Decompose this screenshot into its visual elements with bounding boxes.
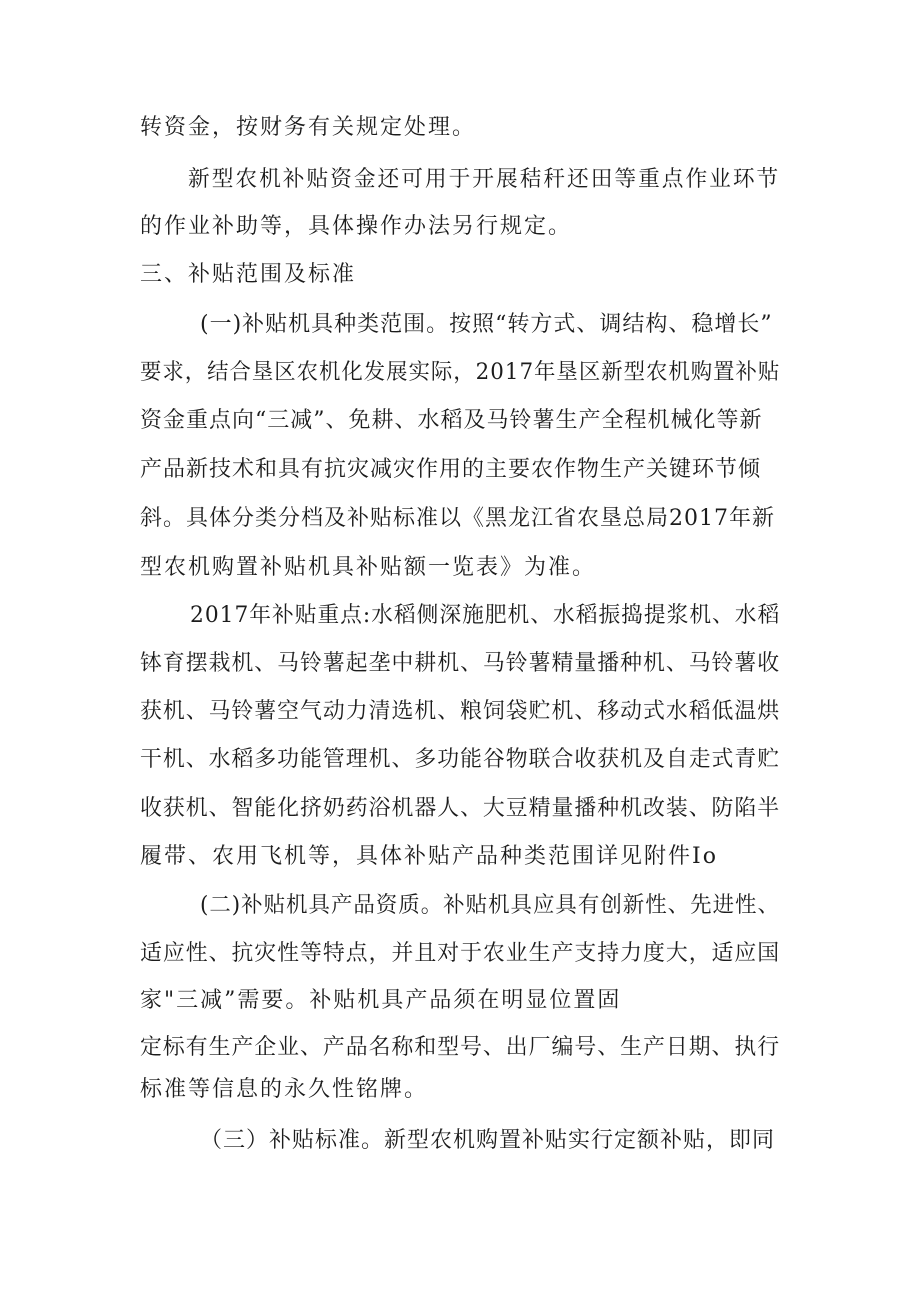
text-line: 家"三减”需要。补贴机具产品须在明显位置固 bbox=[140, 988, 622, 1013]
text-line: 资金重点向“三减”、免耕、水稻及马铃薯生产全程机械化等新 bbox=[140, 408, 763, 433]
paragraph-start-line: 2017年补贴重点:水稻侧深施肥机、水稻振捣提浆机、水稻 bbox=[190, 603, 781, 628]
text-line: 标准等信息的永久性铭牌。 bbox=[140, 1077, 429, 1102]
text-line: 获机、马铃薯空气动力清选机、粮饲袋贮机、移动式水稻低温烘 bbox=[140, 699, 781, 724]
paragraph-start-line: （三）补贴标准。新型农机购置补贴实行定额补贴，即同 bbox=[200, 1128, 776, 1153]
text-line: 产品新技术和具有抗灾减灾作用的主要农作物生产关键环节倾 bbox=[140, 457, 762, 482]
text-line: 钵育摆栽机、马铃薯起垄中耕机、马铃薯精量播种机、马铃薯收 bbox=[140, 651, 781, 676]
text-line: 适应性、抗灾性等特点，并且对于农业生产支持力度大，适应国 bbox=[140, 941, 781, 966]
text-line: 收获机、智能化挤奶药浴机器人、大豆精量播种机改装、防陷半 bbox=[140, 796, 781, 821]
section-heading: 三、补贴范围及标准 bbox=[140, 262, 357, 287]
text-line: 的作业补助等，具体操作办法另行规定。 bbox=[140, 214, 573, 239]
paragraph-start-line: (一)补贴机具种类范围。按照“转方式、调结构、稳增长” bbox=[200, 312, 773, 337]
paragraph-start-line: (二)补贴机具产品资质。补贴机具应具有创新性、先进性、 bbox=[200, 893, 780, 918]
text-line: 履带、农用飞机等，具体补贴产品种类范围详见附件Io bbox=[140, 844, 718, 869]
paragraph-start-line: 新型农机补贴资金还可用于开展秸秆还田等重点作业环节 bbox=[188, 167, 781, 192]
text-line: 定标有生产企业、产品名称和型号、出厂编号、生产日期、执行 bbox=[140, 1035, 781, 1060]
text-line: 干机、水稻多功能管理机、多功能谷物联合收获机及自走式青贮 bbox=[140, 747, 781, 772]
text-line: 型农机购置补贴机具补贴额一览表》为准。 bbox=[140, 555, 597, 580]
text-line: 要求，结合垦区农机化发展实际，2017年垦区新型农机购置补贴 bbox=[140, 360, 781, 385]
text-line: 斜。具体分类分档及补贴标准以《黑龙江省农垦总局2017年新 bbox=[140, 506, 775, 531]
text-line: 转资金，按财务有关规定处理。 bbox=[140, 115, 477, 140]
